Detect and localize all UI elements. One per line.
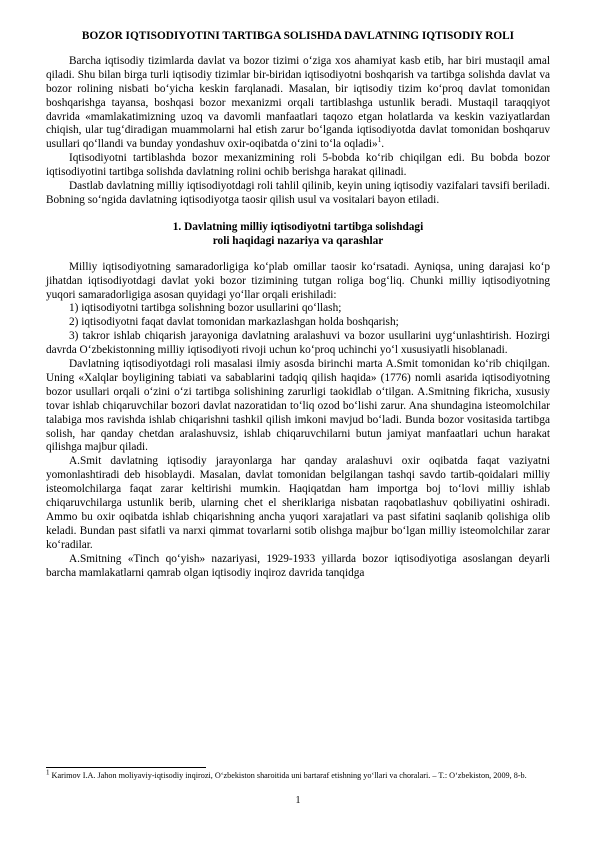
section-heading-line-1: 1. Davlatning milliy iqtisodiyotni tartibga solishdagi (172, 220, 424, 233)
footnote-text: Karimov I.A. Jahon moliyaviy-iqtisodiy inqirozi, O‘zbekiston sharoitida uni bartaraf etishning yo‘llari va choralari. – T.: O‘zbekiston, 2009, 8-b. (49, 771, 527, 780)
intro-paragraph-1 (46, 55, 550, 152)
section-heading (46, 221, 550, 249)
intro-paragraph-1-end: . (381, 138, 385, 151)
list-item: 2) iqtisodiyotni faqat davlat tomonidan markazlashgan holda boshqarish; (69, 316, 399, 329)
document-title: BOZOR IQTISODIYOTINI TARTIBGA SOLISHDA DAVLATNING IQTISODIY ROLI (81, 30, 515, 42)
page-number: 1 (295, 795, 301, 806)
section-heading-line-2: roli haqidagi nazariya va qarashlar (212, 234, 384, 247)
intro-paragraph-2: Iqtisodiyotni tartiblashda bozor mexanizmining roli 5-bobda ko‘rib chiqilgan edi. Bu bobda bozor iqtisodiyotini tartibga solishda davlatning rolini ochib berishga harakat qilinadi. (46, 152, 550, 179)
section-paragraph-2: Davlatning iqtisodiyotdagi roli masalasi ilmiy asosda birinchi marta A.Smit tomonidan ko‘rib chiqilgan. Uning «Xalqlar boyligining tabiati va sabablarini tadqiq qilish haqida» (1776) nomli asarida iqtisodiyotning bozor usullari orqali o‘zini o‘zi tartibga solishining zarurligi taokidlab o‘tilgan. A.Smitning fikricha, xususiy tovar ishlab chiqaruvchilar bozori davlat nazoratidan to‘liq ozod bo‘lishi zarur. Ana shundagina isteomolchilar talabiga mos ravishda ishlab chiqarishni tashkil qilish imkoni mavjud bo‘ladi. Bunda bozor vositasida tartibga solish, har qanday chetdan aralashuvsiz, ishlab chiqaruvchilarni butun jamiyat manfaatlari uchun harakat qilishga majbur qiladi. (46, 358, 550, 454)
list-item: 3) takror ishlab chiqarish jarayoniga davlatning aralashuvi va bozor usullarini uyg‘unlashtirish. Hozirgi davrda O‘zbekistonning milliy iqtisodiyoti rivoji uchun ko‘proq uchinchi yo‘l xususiyatli hisoblanadi. (46, 330, 550, 357)
footnote-divider (46, 767, 206, 768)
footnote-mark: 1 (46, 768, 50, 777)
footnote (46, 768, 550, 781)
section-paragraph-3: A.Smit davlatning iqtisodiy jarayonlarga har qanday aralashuvi oxir oqibatda faqat vaziyatni yomonlashtiradi deb hisoblaydi. Masalan, davlat tomonidan belgilangan tashqi savdo tartib-qoidalari milliy isteomolchilarga faqat zarar keltirishi mumkin. Haqiqatdan ham importga boj to‘lovi milliy ishlab chiqaruvchilarga ustunlik berib, ularning chet el sheriklariga nisbatan raqobatlashuv qobiliyatini oshiradi. Ammo bu oxir oqibatda ishlab chiqarishning ancha yuqori xarajatlari va past sifatini saqlanib qolishiga olib keladi. Bundan past sifatli va narxi qimmat tovarlarni sotib olishga majbur bo‘lgan milliy isteomolchilar zarar ko‘radilar. (46, 455, 550, 551)
section-paragraph-4: A.Smitning «Tinch qo‘yish» nazariyasi, 1929-1933 yillarda bozor iqtisodiyotiga asoslangan deyarli barcha mamlakatlarni qamrab olgan iqtisodiy inqiroz davrida tanqidga (46, 552, 550, 579)
list-item: 1) iqtisodiyotni tartibga solishning bozor usullarini qo‘llash; (69, 302, 342, 315)
section-paragraph-1: Milliy iqtisodiyotning samaradorligiga ko‘plab omillar taosir ko‘rsatadi. Ayniqsa, uning darajasi ko‘p jihatdan iqtisodiyotdagi davlat yoki bozor tizimining tutgan roliga bog‘liq. Chunki milliy iqtisodiyotning yuqori samaradorligiga asosan quyidagi yo‘llar orqali erishiladi: (46, 260, 550, 301)
intro-paragraph-1-text: Barcha iqtisodiy tizimlarda davlat va bozor tizimi o‘ziga xos ahamiyat kasb etib, har biri mustaqil amal qiladi. Shu bilan birga turli iqtisodiy tizimlar bir-biridan iqtisodiyotni boshqarish va tartibga solishda davlat va bozor rolining nisbati bo‘yicha keskin farqlanadi. Masalan, bir iqtisodiy tizim ko‘proq davlat tomonidan boshqarishga tayansa, boshqasi bozor mexanizmi orqali tartiblashga ustunlik beradi. Mustaqil taraqqiyot davrida «mamlakatimizning uzoq va davomli manfaatlari taqozo etgan holatlarda va keskin vaziyatlardan chiqish, ular tug‘diradigan muammolarni hal etish zarur bo‘lganda iqtisodiyotda davlat tomonidan boshqaruv usullari qo‘llandi va bunday yondashuv oxir-oqibatda o‘zini to‘la oqladi» (46, 54, 550, 151)
footnote-reference[interactable]: 1 (377, 136, 382, 145)
intro-paragraph-3: Dastlab davlatning milliy iqtisodiyotdagi roli tahlil qilinib, keyin uning iqtisodiy vazifalari tavsifi beriladi. Bobning so‘ngida davlatning iqtisodiyotga taosir qilish usul va vositalari bayon etiladi. (46, 180, 550, 206)
